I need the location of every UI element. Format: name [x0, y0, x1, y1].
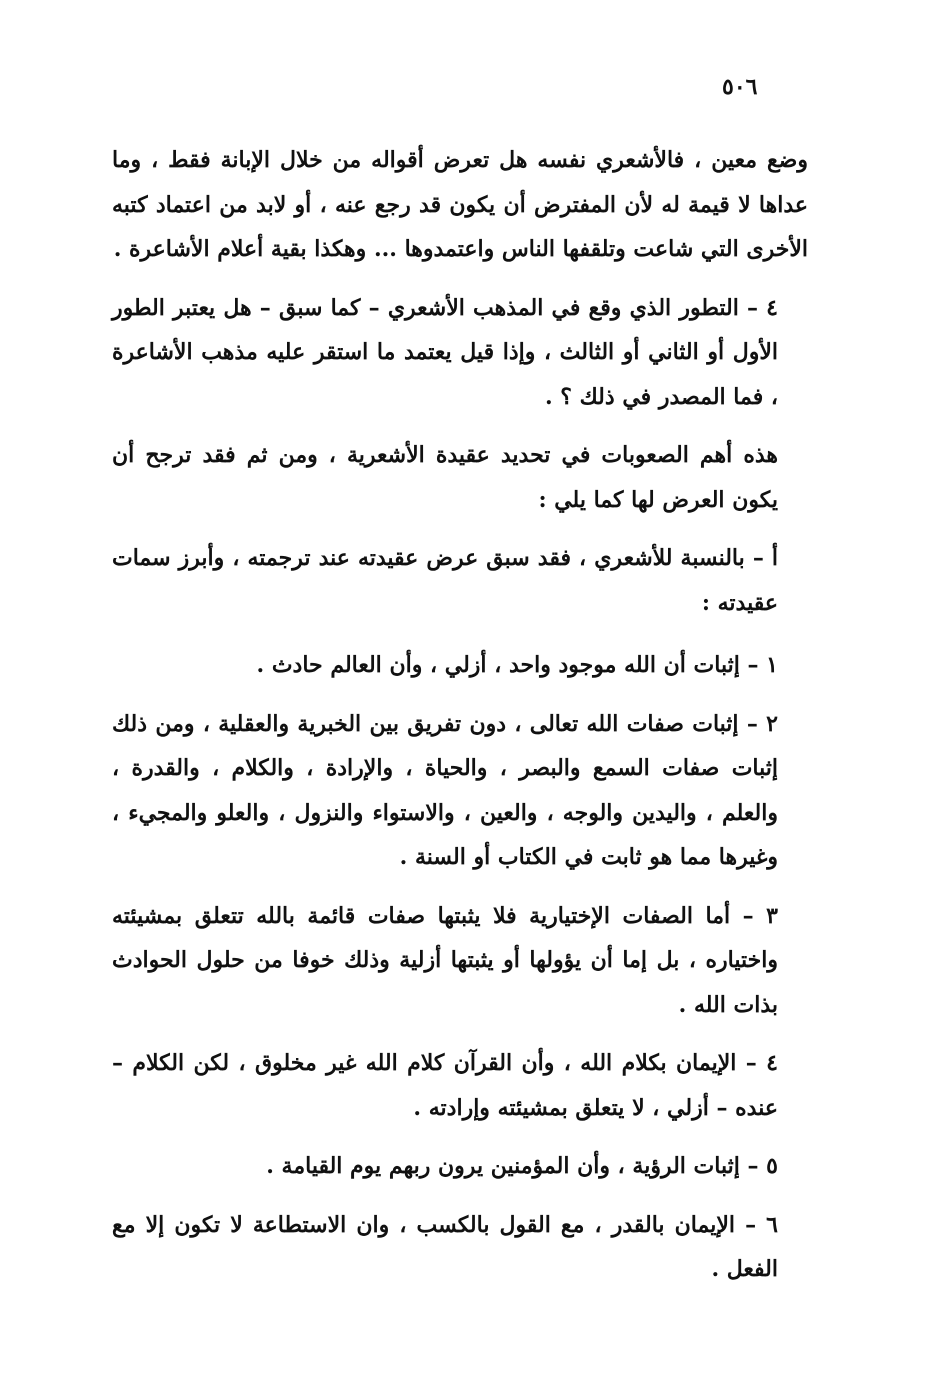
- list-item-1: ١ – إثبات أن الله موجود واحد ، أزلي ، وأن العالم حادث .: [256, 652, 778, 678]
- paragraph-point-4-evolution: ٤ – التطور الذي وقع في المذهب الأشعري – كما سبق – هل يعتبر الطور الأول أو الثاني أو الثالث ، وإذا قيل يعتمد ما استقر عليه مذهب الأشاعرة ، فما المصدر في ذلك ؟ .: [112, 294, 778, 410]
- page-number: ٥٠٦: [722, 74, 758, 100]
- paragraph-difficulties-summary: هذه أهم الصعوبات في تحديد عقيدة الأشعرية ، ومن ثم فقد ترجح أن يكون العرض لها كما يلي :: [112, 442, 778, 513]
- list-item-5: ٥ – إثبات الرؤية ، وأن المؤمنين يرون ربهم يوم القيامة .: [266, 1153, 778, 1179]
- list-item-4: ٤ – الإيمان بكلام الله ، وأن القرآن كلام الله غير مخلوق ، لكن الكلام – عنده – أزلي ، لا يتعلق بمشيئته وإرادته .: [112, 1050, 778, 1121]
- list-item-6: ٦ – الإيمان بالقدر ، مع القول بالكسب ، وان الاستطاعة لا تكون إلا مع الفعل .: [112, 1211, 778, 1282]
- paragraph-section-a: أ – بالنسبة للأشعري ، فقد سبق عرض عقيدته عند ترجمته ، وأبرز سمات عقيدته :: [112, 545, 778, 616]
- list-item-2: ٢ – إثبات صفات الله تعالى ، دون تفريق بين الخبرية والعقلية ، ومن ذلك إثبات صفات السمع والبصر ، والحياة ، والإرادة ، والكلام ، والقدرة ، والعلم ، واليدين والوجه ، والعين ، والاستواء والنزول ، والعلو والمجيء ، وغيرها مما هو ثابت في الكتاب أو السنة .: [112, 710, 778, 870]
- list-item-3: ٣ – أما الصفات الإختيارية فلا يثبتها صفات قائمة بالله تتعلق بمشيئته واختياره ، بل إما أن يؤولها أو يثبتها أزلية وذلك خوفا من حلول الحوادث بذات الله .: [112, 902, 778, 1018]
- paragraph-intro: وضع معين ، فالأشعري نفسه هل تعرض أقواله من خلال الإبانة فقط ، وما عداها لا قيمة له لأن المفترض أن يكون قد رجع عنه ، أو لابد من اعتماد كتبه الأخرى التي شاعت وتلقفها الناس واعتمدوها ... وهكذا بقية أعلام الأشاعرة .: [112, 147, 808, 262]
- page-body: [112, 138, 808, 1292]
